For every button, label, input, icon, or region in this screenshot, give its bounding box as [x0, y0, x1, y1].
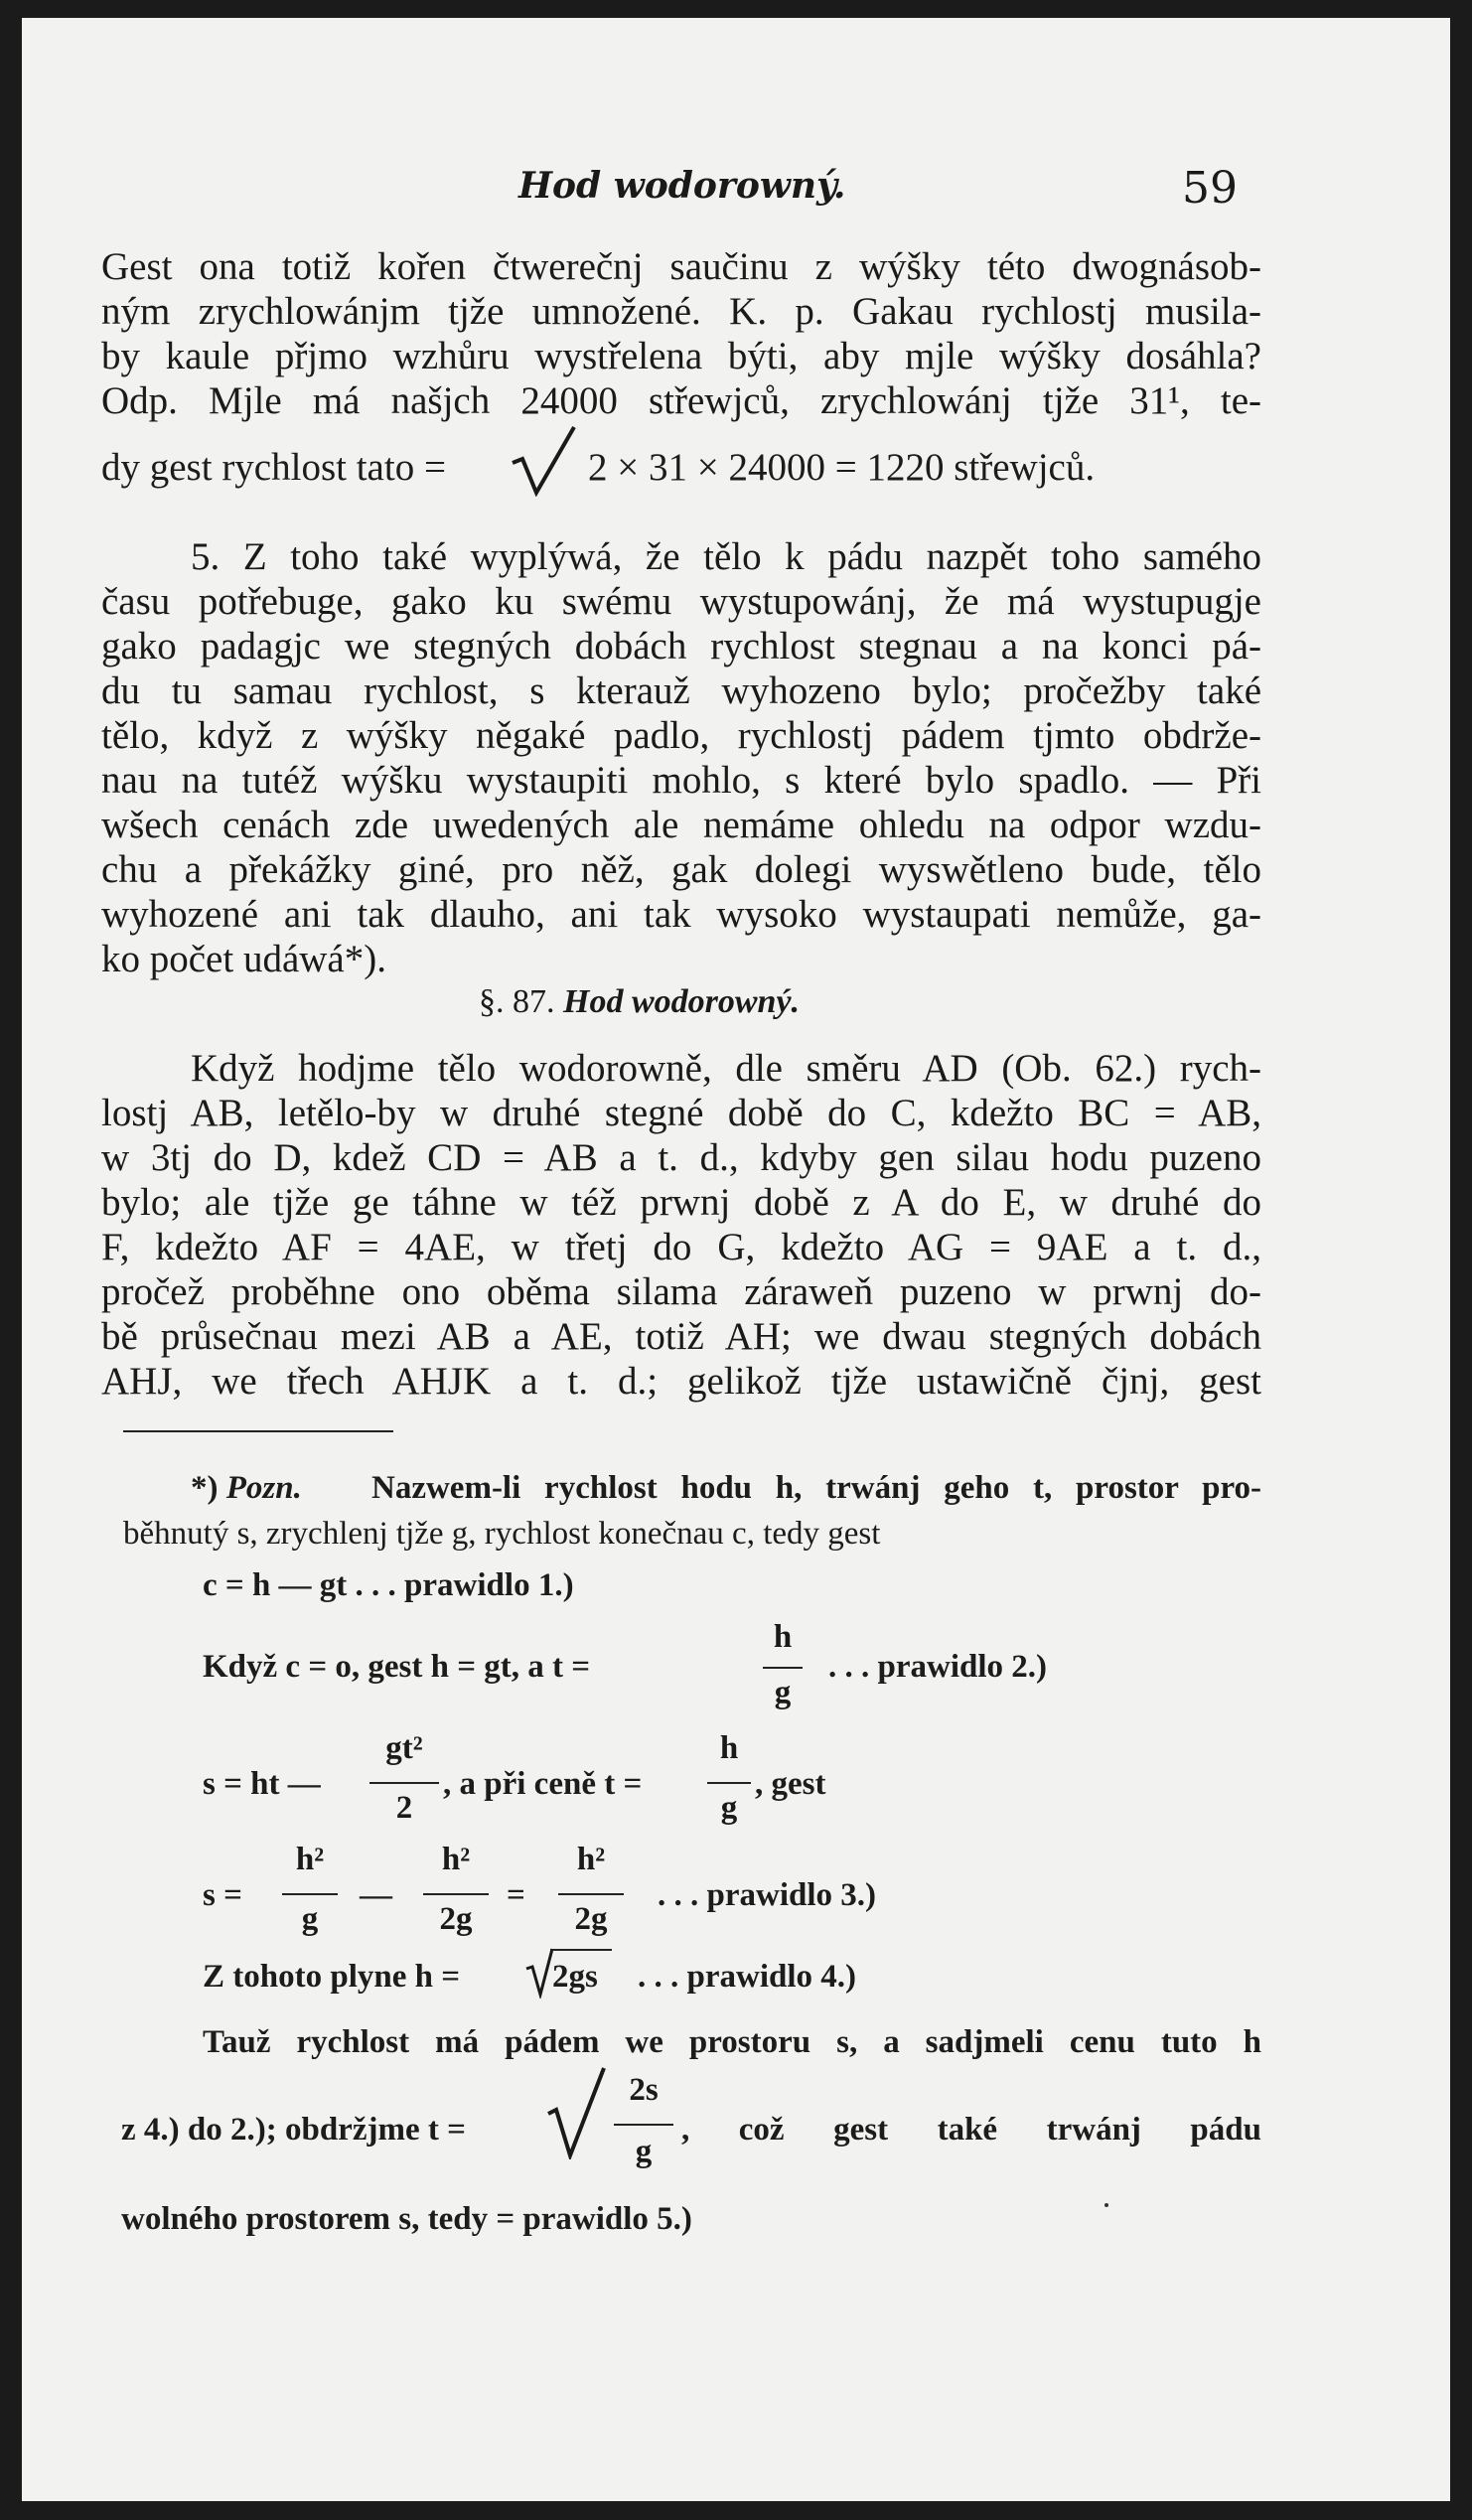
- closing-line-suffix: , což gest také trwánj pádu: [681, 2112, 1261, 2148]
- fraction-denominator: g: [774, 1675, 792, 1710]
- text-line: Když hodjme tělo wodorowně, dle směru AD (Ob. 62.) rych-: [191, 1047, 1261, 1090]
- ink-speck: [1104, 2203, 1108, 2207]
- text-line: času potřebuge, gako ku swému wystupowánj, že má wystupugje: [101, 580, 1261, 623]
- text-line: nau na tutéž wýšku wystaupiti mohlo, s které bylo spadlo. — Při: [101, 759, 1261, 802]
- section-heading: [479, 983, 800, 1021]
- square-root-icon: [544, 2064, 608, 2159]
- fraction-denominator: g: [301, 1901, 319, 1937]
- text-line: du tu samau rychlost, s kterauž wyhozeno bylo; pročežby také: [101, 669, 1261, 712]
- fraction-bar: [282, 1893, 338, 1895]
- fraction-bar: [423, 1893, 489, 1895]
- rule-4-suffix: . . . prawidlo 4.): [638, 1959, 857, 1995]
- radicand: 2gs: [552, 1959, 598, 1995]
- section-title: Hod wodorowný.: [563, 983, 801, 1020]
- closing-line: Tauž rychlost má pádem we prostoru s, a sadjmeli cenu tuto h: [203, 2024, 1261, 2060]
- text-line: ným zrychlowánjm tjže umnožené. K. p. Gakau rychlostj musila-: [101, 290, 1261, 333]
- text-line: 5. Z toho také wyplýwá, že tělo k pádu nazpět toho samého: [191, 535, 1261, 578]
- fraction-bar: [707, 1782, 751, 1784]
- fraction-denominator: g: [635, 2134, 653, 2169]
- text-line: chu a překážky giné, pro něž, gak dolegi wyswětleno bude, tělo: [101, 848, 1261, 891]
- text-line: lostj AB, letělo-by w druhé stegné době do C, kdežto BC = AB,: [101, 1092, 1261, 1134]
- closing-line-prefix: z 4.) do 2.); obdržjme t =: [121, 2112, 466, 2148]
- footnote-divider: [123, 1430, 393, 1432]
- fraction-bar: [614, 2124, 673, 2126]
- fraction-denominator: 2: [395, 1790, 413, 1826]
- fraction-numerator: h²: [295, 1842, 325, 1877]
- text-line: tělo, když z wýšky něgaké padlo, rychlostj pádem tjmto obdrže-: [101, 714, 1261, 757]
- rule-2-prefix: Když c = o, gest h = gt, a t =: [203, 1649, 591, 1685]
- fraction-denominator: 2g: [439, 1901, 473, 1937]
- fraction-bar: [558, 1893, 624, 1895]
- fraction-numerator: h: [719, 1730, 739, 1766]
- rule-3b-prefix: s =: [203, 1877, 242, 1913]
- square-root-icon: [524, 1947, 554, 1999]
- rule-3a-suffix: , gest: [755, 1766, 826, 1802]
- fraction-denominator: g: [720, 1790, 738, 1826]
- fraction-numerator: gt²: [385, 1730, 423, 1766]
- page-number: 59: [1182, 163, 1238, 214]
- text-line: by kaule přjmo wzhůru wystřelena býti, aby mjle wýšky dosáhla?: [101, 335, 1261, 377]
- text-line: bylo; ale tjže ge táhne w též prwnj době z A do E, w druhé do: [101, 1181, 1261, 1224]
- rule-4-prefix: Z tohoto plyne h =: [203, 1959, 461, 1995]
- minus-sign: —: [360, 1877, 392, 1913]
- text-line: AHJ, we třech AHJK a t. d.; gelikož tjže ustawičně čjnj, gest: [101, 1360, 1261, 1403]
- rule-3b-suffix: . . . prawidlo 3.): [658, 1877, 877, 1913]
- text-line: w 3tj do D, kdež CD = AB a t. d., kdyby gen silau hodu puzeno: [101, 1136, 1261, 1179]
- fraction-numerator: h²: [441, 1842, 471, 1877]
- fraction-numerator: h²: [576, 1842, 606, 1877]
- text-line: Odp. Mjle má našjch 24000 střewjců, zrychlowánj tjže 31¹, te-: [101, 379, 1261, 422]
- rule-2-suffix: . . . prawidlo 2.): [828, 1649, 1048, 1685]
- text-line: F, kdežto AF = 4AE, w třetj do G, kdežto AG = 9AE a t. d.,: [101, 1226, 1261, 1268]
- formula-prefix: dy gest rychlost tato =: [101, 446, 446, 489]
- text-line: bě průsečnau mezi AB a AE, totiž AH; we dwau stegných dobách: [101, 1315, 1261, 1358]
- text-line: pročež proběhne ono oběma silama záraweň puzeno w prwnj do-: [101, 1270, 1261, 1313]
- footnote-line: běhnutý s, zrychlenj tjže g, rychlost konečnau c, tedy gest: [123, 1516, 881, 1552]
- section-number: §. 87.: [479, 983, 555, 1020]
- text-line: wyhozené ani tak dlauho, ani tak wysoko wystaupati nemůže, ga-: [101, 893, 1261, 936]
- fraction-numerator: 2s: [629, 2072, 659, 2108]
- rule-1: c = h — gt . . . prawidlo 1.): [203, 1567, 574, 1603]
- text-line: Gest ona totiž kořen čtwerečnj saučinu z wýšky této dwognásob-: [101, 245, 1261, 288]
- fraction-denominator: 2g: [574, 1901, 608, 1937]
- text-line: ko počet udáwá*).: [101, 938, 386, 980]
- footnote-intro: [191, 1470, 302, 1507]
- fraction-numerator: h: [773, 1619, 793, 1655]
- rule-3a-prefix: s = ht —: [203, 1766, 321, 1802]
- equals-sign: =: [507, 1877, 525, 1913]
- rule-3a-mid: , a při ceně t =: [443, 1766, 643, 1802]
- formula-body: 2 × 31 × 24000 = 1220 střewjců.: [588, 446, 1096, 489]
- radical-bar: [550, 1949, 612, 1951]
- square-root-icon: [509, 423, 578, 497]
- fraction-bar: [369, 1782, 439, 1784]
- footnote-marker: *): [191, 1470, 219, 1506]
- closing-line: wolného prostorem s, tedy = prawidlo 5.): [121, 2201, 692, 2237]
- page: [22, 18, 1450, 2501]
- footnote-label: Pozn.: [225, 1470, 302, 1506]
- text-line: gako padagjc we stegných dobách rychlost stegnau a na konci pá-: [101, 625, 1261, 667]
- fraction-bar: [763, 1667, 803, 1669]
- footnote-line: Nazwem-li rychlost hodu h, trwánj geho t, prostor pro-: [371, 1470, 1261, 1506]
- text-line: wšech cenách zde uwedených ale nemáme ohledu na odpor wzdu-: [101, 804, 1261, 846]
- running-title: Hod wodorowný.: [518, 165, 846, 207]
